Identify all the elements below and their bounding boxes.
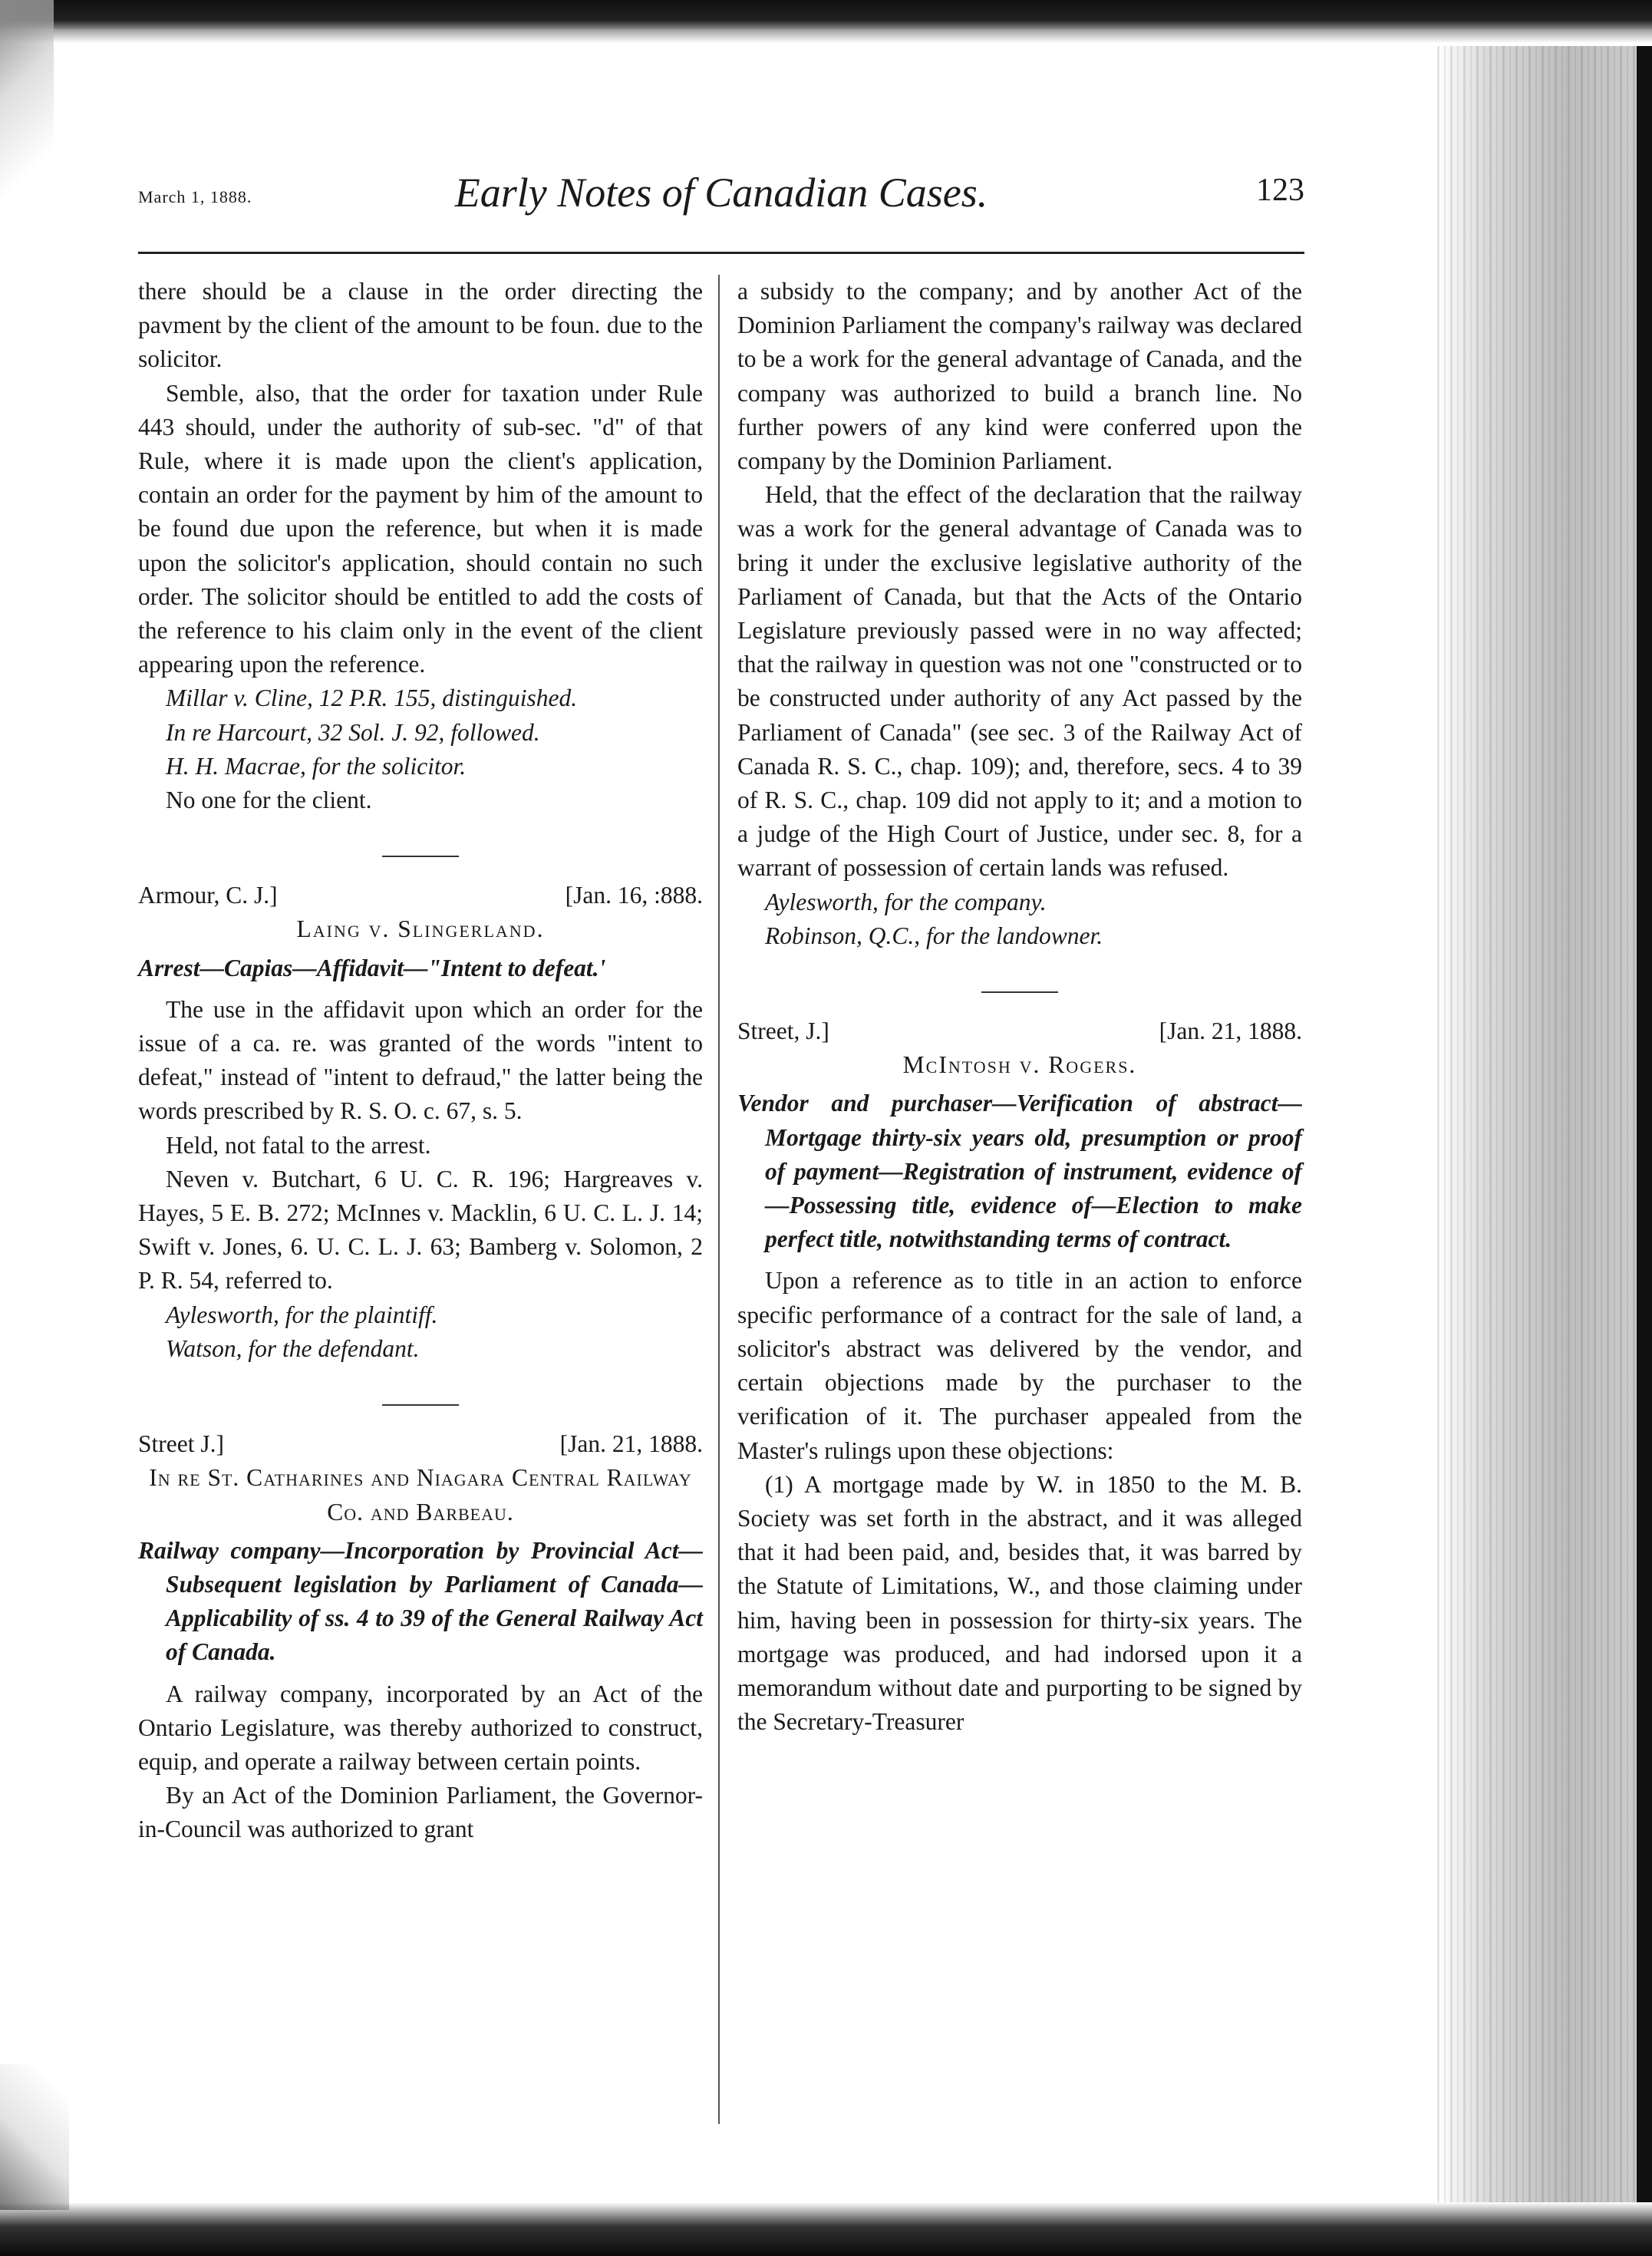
journal-title: Early Notes of Canadian Cases.	[454, 170, 988, 216]
document-page	[138, 169, 1304, 1843]
right-column	[737, 275, 1302, 1739]
counsel-plaintiff: Aylesworth, for the plaintiff.	[166, 1301, 438, 1328]
continued-paragraph: a subsidy to the company; and by another Act of the Dominion Parliament the company's railway was declared to be a work for the general advantage of Canada, and the company was authorized to build a branch line. No further powers of any kind were conferred upon the company by the Dominion Parliament.	[737, 278, 1302, 475]
scan-edge-left-bottom	[0, 2064, 69, 2210]
case-body: Upon a reference as to title in an action to enforce specific performance of a contract for the sale of land, a solicitor's abstract was delivered by the vendor, and certain objections made by the purchaser to the verification of it. The purchaser appealed from the Master's rulings upon these objections:	[737, 1267, 1302, 1464]
page-number: 123	[1256, 173, 1304, 208]
counsel-defendant: Watson, for the defendant.	[166, 1334, 420, 1362]
scan-page-edges-right	[1437, 46, 1652, 2202]
citation-followed: In re Harcourt, 32 Sol. J. 92, followed.	[166, 718, 540, 746]
case-body: A railway company, incorporated by an Act of the Ontario Legislature, was thereby authorized to construct, equip, and operate a railway between certain points.	[138, 1680, 703, 1775]
judge-name: Street J.]	[138, 1430, 224, 1458]
held-paragraph: Held, that the effect of the declaration that the railway was a work for the general advantage of Canada was to bring it under the exclusive legislative authority of the Parliament of Canada, but that the Acts of the Ontario Legislature previously passed were in no way affected; that the railway in question was not one "constructed or to be constructed under authority of any Act passed by the Parliament of Canada" (see sec. 3 of the Railway Act of Canada R. S. C., chap. 109); and, therefore, secs. 4 to 39 of R. S. C., chap. 109 did not apply to it; and a motion to a judge of the High Court of Justice, under sec. 8, for a warrant of possession of certain lands was refused.	[737, 481, 1302, 882]
case-body: By an Act of the Dominion Parliament, the Governor-in-Council was authorized to grant	[138, 1782, 703, 1843]
judge-name: Street, J.]	[737, 1018, 829, 1045]
counsel-client: No one for the client.	[166, 787, 372, 814]
case-date: [Jan. 21, 1888.	[1159, 1018, 1302, 1045]
scan-border-bottom	[0, 2202, 1652, 2256]
semble-paragraph: Semble, also, that the order for taxation under Rule 443 should, under the authority of sub-sec. "d" of that Rule, where it is made upon the client's application, contain an order for the payment by him of the amount to be found due upon the reference, but when it is made upon the solicitor's application, should contain no such order. The solicitor should be entitled to add the costs of the reference to his claim only in the event of the client appearing upon the reference.	[138, 379, 703, 678]
judge-name: Armour, C. J.]	[138, 882, 278, 909]
case-body: (1) A mortgage made by W. in 1850 to the M. B. Society was set forth in the abstract, and it was alleged that it had been paid, and, besides that, it was barred by the Statute of Limitations, W., and those claiming under him, having been in possession for thirty-six years. The mortgage was produced, and had indorsed upon it a memorandum without date and purporting to be signed by the Secretary-Treasurer	[737, 1470, 1302, 1736]
counsel-company: Aylesworth, for the company.	[765, 888, 1047, 915]
case-title: In re St. Catharines and Niagara Central Railway Co. and Barbeau.	[149, 1464, 692, 1525]
continued-paragraph: there should be a clause in the order directing the pavment by the client of the amount to be foun. due to the solicitor.	[138, 278, 703, 373]
scan-edge-left	[0, 0, 54, 200]
case-body: The use in the affidavit upon which an order for the issue of a ca. re. was granted of the words "intent to defeat," instead of "intent to defraud," the latter being the words prescribed by R. S. O. c. 67, s. 5.	[138, 995, 703, 1125]
scan-shadow-top	[0, 29, 1652, 43]
running-head	[138, 169, 1304, 230]
case-held: Held, not fatal to the arrest.	[166, 1131, 431, 1159]
case-separator	[382, 1404, 459, 1406]
case-date: [Jan. 21, 1888.	[559, 1430, 703, 1458]
counsel-landowner: Robinson, Q.C., for the landowner.	[765, 922, 1103, 949]
case-date: [Jan. 16, :888.	[565, 882, 703, 909]
header-rule	[138, 252, 1304, 254]
case-separator	[382, 856, 459, 857]
case-separator	[981, 991, 1058, 993]
issue-date: March 1, 1888.	[138, 187, 252, 206]
case-court-line	[737, 1014, 1302, 1048]
case-headnote: Railway company—Incorporation by Provincial Act—Subsequent legislation by Parliament of Canada—Applicability of ss. 4 to 39 of the General Railway Act of Canada.	[138, 1536, 703, 1666]
case-headnote: Vendor and purchaser—Verification of abstract—Mortgage thirty-six years old, presumption or proof of payment—Registration of instrument, evidence of—Possessing title, evidence of—Election to make perfect title, notwithstanding terms of contract.	[737, 1090, 1302, 1253]
case-references: Neven v. Butchart, 6 U. C. R. 196; Hargreaves v. Hayes, 5 E. B. 272; McInnes v. Macklin, 6 U. C. L. J. 14; Swift v. Jones, 6. U. C. L. J. 63; Bamberg v. Solomon, 2 P. R. 54, referred to.	[138, 1165, 703, 1295]
left-column	[138, 275, 703, 1847]
scan-border-right	[1637, 46, 1652, 2202]
case-court-line	[138, 1427, 703, 1461]
two-column-body	[138, 275, 1304, 2132]
citation-distinguished: Millar v. Cline, 12 P.R. 155, distinguished.	[166, 684, 578, 712]
column-divider	[718, 275, 720, 2124]
case-court-line	[138, 879, 703, 912]
counsel-solicitor: H. H. Macrae, for the solicitor.	[166, 752, 467, 780]
case-title: McIntosh v. Rogers.	[902, 1051, 1137, 1079]
scan-border-top	[0, 0, 1652, 29]
case-headnote: Arrest—Capias—Affidavit—"Intent to defeat.'	[138, 954, 606, 981]
case-title: Laing v. Slingerland.	[296, 915, 545, 943]
